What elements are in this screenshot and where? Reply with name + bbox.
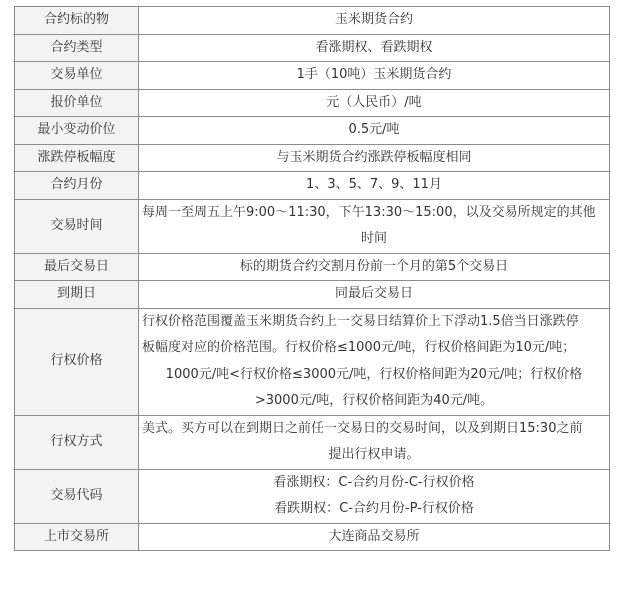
value-line: 1000元/吨<行权价格≤3000元/吨，行权价格间距为20元/吨；行权价格 [165,366,583,382]
row-value [139,308,610,415]
table-row [15,308,610,415]
value-line: 时间 [360,231,387,246]
table-row [15,34,610,62]
row-value: 标的期货合约交割月份前一个月的第5个交易日 [139,253,610,281]
value-line: 看跌期权：C-合约月份-P-行权价格 [274,501,474,516]
row-label: 上市交易所 [15,523,139,551]
row-label: 交易单位 [15,62,139,90]
table-row [15,89,610,117]
row-value: 与玉米期货合约涨跌停板幅度相同 [139,144,610,172]
row-value: 同最后交易日 [139,281,610,309]
row-label: 到期日 [15,281,139,309]
table-row [15,523,610,551]
table-row [15,7,610,35]
contract-spec-table [14,6,610,551]
row-label: 行权方式 [15,415,139,469]
value-line: 美式。买方可以在到期日之前任一交易日的交易时间，以及到期日15:30之前 [142,420,583,436]
row-label: 合约类型 [15,34,139,62]
row-label: 交易代码 [15,469,139,523]
table-row [15,144,610,172]
value-line: 行权价格范围覆盖玉米期货合约上一交易日结算价上下浮动1.5倍当日涨跌停 [142,313,579,329]
row-label: 最后交易日 [15,253,139,281]
table-row [15,415,610,469]
value-line: 提出行权申请。 [328,447,420,462]
row-label: 行权价格 [15,308,139,415]
row-label: 交易时间 [15,199,139,253]
table-row [15,199,610,253]
row-value [139,469,610,523]
row-value [139,199,610,253]
value-line: 板幅度对应的价格范围。行权价格≤1000元/吨，行权价格间距为10元/吨； [142,340,576,355]
table-row [15,172,610,200]
table-row [15,117,610,145]
table-row [15,281,610,309]
row-value: 大连商品交易所 [139,523,610,551]
row-value: 元（人民币）/吨 [139,89,610,117]
row-value: 0.5元/吨 [139,117,610,145]
row-value: 看涨期权、看跌期权 [139,34,610,62]
row-label: 最小变动价位 [15,117,139,145]
row-label: 报价单位 [15,89,139,117]
row-value: 1手（10吨）玉米期货合约 [139,62,610,90]
value-line: 每周一至周五上午9:00～11:30，下午13:30～15:00，以及交易所规定的其他 [142,204,596,220]
row-value [139,415,610,469]
table-row [15,469,610,523]
value-line: >3000元/吨，行权价格间距为40元/吨。 [254,393,494,408]
row-value: 玉米期货合约 [139,7,610,35]
row-label: 合约月份 [15,172,139,200]
row-label: 合约标的物 [15,7,139,35]
table-row [15,62,610,90]
value-line: 看涨期权：C-合约月份-C-行权价格 [273,474,475,490]
row-value: 1、3、5、7、9、11月 [139,172,610,200]
table-row [15,253,610,281]
row-label: 涨跌停板幅度 [15,144,139,172]
